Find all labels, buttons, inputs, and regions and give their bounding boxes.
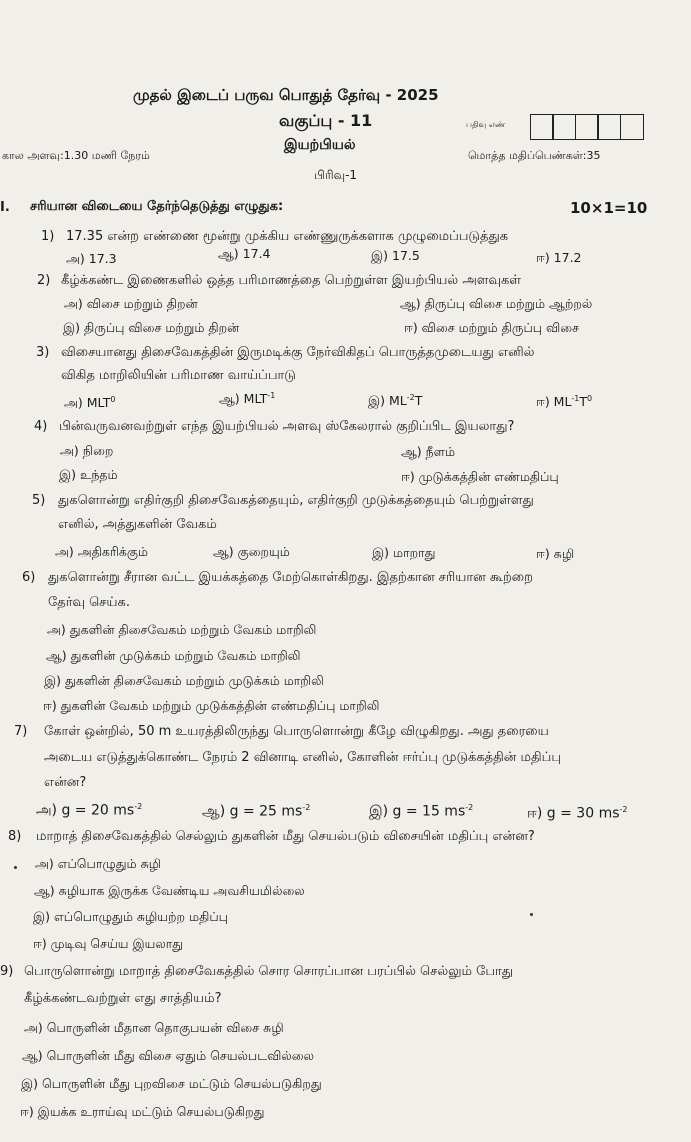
option: இ) பொருளின் மீது புறவிசை மட்டும் செயல்படுகிறது bbox=[21, 1076, 322, 1091]
question-text: பின்வருவனவற்றுள் எந்த இயற்பியல் அளவு ஸ்கேலரால் குறிப்பிட இயலாது? bbox=[59, 419, 515, 434]
option bbox=[202, 803, 310, 822]
option: அ) 17.3 bbox=[66, 251, 117, 266]
option: அ) அதிகரிக்கும் bbox=[55, 544, 148, 559]
option: அ) விசை மற்றும் திறன் bbox=[64, 296, 198, 311]
option: இ) மாறாது bbox=[372, 545, 436, 560]
exponent: -2 bbox=[134, 802, 143, 811]
reg-box bbox=[552, 114, 576, 140]
option: அ) துகளின் திசைவேகம் மற்றும் வேகம் மாறிலி bbox=[47, 622, 317, 637]
exponent: -2 bbox=[619, 805, 628, 814]
option: இ) துகளின் திசைவேகம் மற்றும் முடுக்கம் மாறிலி bbox=[44, 673, 324, 688]
question-number: 7) bbox=[14, 724, 28, 739]
option bbox=[36, 802, 142, 821]
option: ஈ) முடிவு செய்ய இயலாது bbox=[33, 936, 184, 951]
question-text: கோள் ஒன்றில், 50 m உயரத்திலிருந்து பொருளொன்று கீழே விழுகிறது. அது தரையை bbox=[44, 724, 549, 739]
paper-mark bbox=[530, 913, 533, 916]
option: ஆ) குறையும் bbox=[213, 544, 290, 559]
option: அ) பொருளின் மீதான தொகுபயன் விசை சுழி bbox=[24, 1020, 284, 1035]
question-text: எனில், அத்துகளின் வேகம் bbox=[58, 517, 217, 532]
question-number: 4) bbox=[34, 419, 48, 434]
option: அ) நிறை bbox=[60, 443, 114, 458]
option-text: ஆ) MLT bbox=[219, 391, 268, 407]
option: ஆ) 17.4 bbox=[218, 246, 271, 261]
question-text: அடைய எடுத்துக்கொண்ட நேரம் 2 வினாடி எனில், கோளின் ஈர்ப்பு முடுக்கத்தின் மதிப்பு bbox=[44, 750, 561, 765]
question-number: 8) bbox=[8, 829, 22, 844]
question-number: 9) bbox=[0, 964, 14, 979]
question-text: விசையானது திசைவேகத்தின் இருமடிக்கு நேர்விகிதப் பொருத்தமுடையது எனில் bbox=[61, 345, 535, 360]
option: இ) எப்பொழுதும் சுழியற்ற மதிப்பு bbox=[33, 909, 228, 924]
section-label: பிரிவு-1 bbox=[314, 168, 358, 182]
reg-number-label: பதிவு எண் bbox=[466, 120, 506, 129]
question-number: 2) bbox=[37, 273, 51, 288]
question-number: 3) bbox=[36, 345, 50, 360]
option: அ) எப்பொழுதும் சுழி bbox=[35, 856, 162, 871]
option-text: ஈ) g = 30 ms bbox=[527, 805, 620, 822]
question-text: கீழ்க்கண்டவற்றுள் எது சாத்தியம்? bbox=[24, 991, 222, 1006]
exponent: 0 bbox=[587, 394, 593, 403]
exponent: -2 bbox=[302, 803, 311, 812]
question-text: 17.35 என்ற எண்ணை மூன்று முக்கிய எண்ணுருக்களாக முழுமைப்படுத்துக bbox=[66, 229, 509, 244]
option-text: ஆ) g = 25 ms bbox=[202, 803, 303, 820]
exponent: -1 bbox=[267, 391, 276, 400]
part-marks: 10×1=10 bbox=[570, 199, 648, 217]
option: ஈ) $ML^{-1}T^0$ bbox=[536, 394, 593, 410]
option: ஈ) சுழி bbox=[536, 546, 575, 561]
option: ஆ) பொருளின் மீது விசை ஏதும் செயல்படவில்லை bbox=[22, 1048, 314, 1063]
question-text: துகளொன்று எதிர்குறி திசைவேகத்தையும், எதிர்குறி முடுக்கத்தையும் பெற்றுள்ளது bbox=[58, 493, 534, 508]
option bbox=[219, 391, 275, 408]
class-label: வகுப்பு - 11 bbox=[279, 111, 373, 130]
exponent: 0 bbox=[110, 395, 116, 404]
option: ஆ) நீளம் bbox=[401, 444, 456, 459]
question-text: கீழ்க்கண்ட இணைகளில் ஒத்த பரிமாணத்தை பெற்றுள்ள இயற்பியல் அளவுகள் bbox=[61, 273, 522, 288]
option: இ) 17.5 bbox=[371, 248, 420, 263]
question-text: என்ன? bbox=[44, 775, 87, 790]
exam-title: முதல் இடைப் பருவ பொதுத் தேர்வு - 2025 bbox=[133, 86, 439, 104]
option: ஈ) 17.2 bbox=[536, 250, 582, 265]
option: ஆ) துகளின் முடுக்கம் மற்றும் வேகம் மாறிலி bbox=[46, 648, 301, 663]
question-number: 6) bbox=[22, 570, 36, 585]
part-instruction: சரியான விடையை தேர்ந்தெடுத்து எழுதுக: bbox=[30, 199, 284, 214]
option-text: அ) g = 20 ms bbox=[36, 802, 135, 819]
option: ஆ) சுழியாக இருக்க வேண்டிய அவசியமில்லை bbox=[34, 883, 305, 898]
exponent: -2 bbox=[465, 803, 474, 812]
question-number: 1) bbox=[41, 229, 55, 244]
exponent: -2 bbox=[406, 393, 415, 402]
question-text: தேர்வு செய்க. bbox=[48, 595, 130, 610]
question-text: துகளொன்று சீரான வட்ட இயக்கத்தை மேற்கொள்கிறது. இதற்கான சரியான கூற்றை bbox=[48, 570, 533, 585]
option: ஆ) திருப்பு விசை மற்றும் ஆற்றல் bbox=[400, 296, 593, 311]
reg-box bbox=[530, 114, 554, 140]
question-text: பொருளொன்று மாறாத் திசைவேகத்தில் சொர சொரப்பான பரப்பில் செல்லும் போது bbox=[24, 964, 514, 979]
reg-box bbox=[620, 114, 644, 140]
exponent: -1 bbox=[571, 394, 580, 403]
option-text: அ) MLT bbox=[64, 395, 111, 411]
option: இ) உந்தம் bbox=[59, 467, 118, 482]
option-text: இ) g = 15 ms bbox=[369, 803, 466, 820]
part-numeral: I. bbox=[0, 200, 10, 215]
reg-box bbox=[575, 114, 599, 140]
question-text: விகித மாறிலியின் பரிமாண வாய்ப்பாடு bbox=[61, 368, 296, 383]
option: ஈ) விசை மற்றும் திருப்பு விசை bbox=[404, 320, 580, 335]
reg-box bbox=[597, 114, 621, 140]
time-duration: கால அளவு:1.30 மணி நேரம் bbox=[2, 149, 150, 162]
paper-mark bbox=[14, 866, 17, 869]
option: ஈ) துகளின் வேகம் மற்றும் முடுக்கத்தின் எண்மதிப்பு மாறிலி bbox=[43, 698, 380, 713]
question-number: 5) bbox=[32, 493, 46, 508]
subject-title: இயற்பியல் bbox=[284, 137, 356, 153]
option: இ) திருப்பு விசை மற்றும் திறன் bbox=[63, 320, 240, 335]
reg-number-boxes bbox=[531, 114, 644, 140]
option bbox=[369, 803, 473, 822]
option: இ) $ML^{-2}T$ bbox=[368, 393, 423, 409]
option-text: ஈ) ML bbox=[536, 394, 572, 410]
option: ஈ) முடுக்கத்தின் எண்மதிப்பு bbox=[401, 469, 559, 484]
total-marks: மொத்த மதிப்பெண்கள்:35 bbox=[468, 149, 601, 162]
option-text: இ) ML bbox=[368, 393, 407, 409]
option: ஈ) இயக்க உராய்வு மட்டும் செயல்படுகிறது bbox=[20, 1104, 265, 1119]
question-text: மாறாத் திசைவேகத்தில் செல்லும் துகளின் மீது செயல்படும் விசையின் மதிப்பு என்ன? bbox=[36, 829, 535, 844]
option bbox=[527, 805, 627, 824]
option bbox=[64, 395, 116, 412]
